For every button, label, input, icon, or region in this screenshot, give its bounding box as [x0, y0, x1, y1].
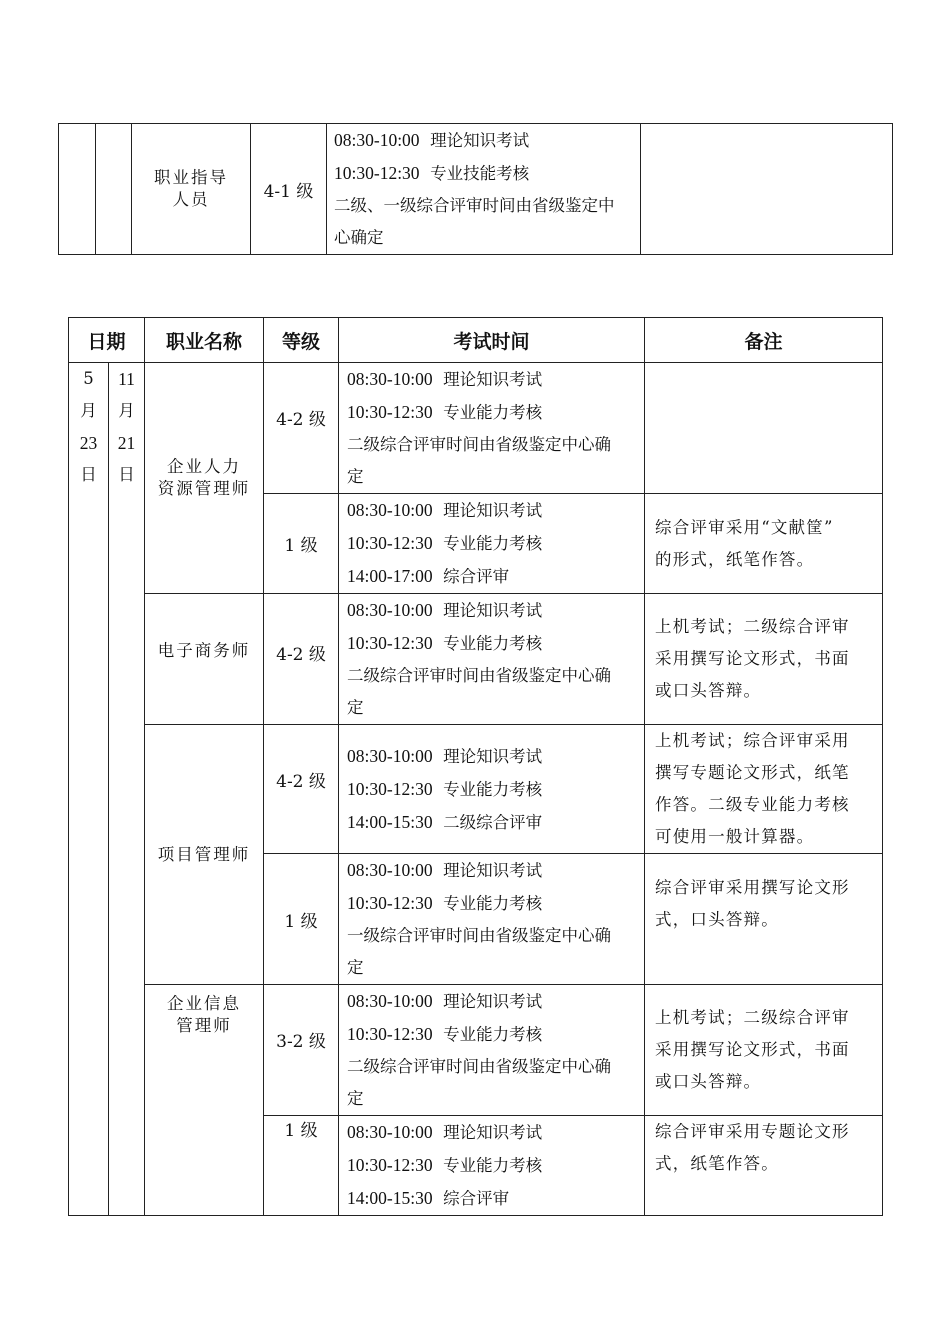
exam-time-cell: 08:30-10:00 理论知识考试 10:30-12:30 专业能力考核 二级综合评审时间由省级鉴定中心确 定	[339, 985, 645, 1116]
header-row	[69, 318, 883, 363]
level-cell: 4-2 级	[264, 594, 339, 725]
occupation-cell-hr: 企业人力 资源管理师	[145, 363, 264, 594]
level-cell: 4-2 级	[264, 725, 339, 854]
level-cell: 1 级	[264, 854, 339, 985]
date-cell-may: 5 月 23 日	[69, 363, 109, 1216]
table-row	[69, 594, 883, 725]
exam-time-cell: 08:30-10:00 理论知识考试 10:30-12:30 专业能力考核 二级综合评审时间由省级鉴定中心确 定	[339, 594, 645, 725]
level-cell: 4-1 级	[251, 124, 327, 255]
note-cell: 综合评审采用“文献筐” 的形式，纸笔作答。	[645, 494, 883, 594]
time-line: 10:30-12:30 专业技能考核	[334, 163, 530, 183]
header-occupation: 职业名称	[145, 318, 264, 363]
header-note: 备注	[645, 318, 883, 363]
date-cell-empty	[59, 124, 96, 255]
exam-time-cell	[327, 124, 641, 255]
header-date: 日期	[69, 318, 145, 363]
schedule-table-continued	[58, 123, 893, 255]
note-cell: 上机考试；二级综合评审 采用撰写论文形式，书面 或口头答辩。	[645, 985, 883, 1116]
table-row	[69, 985, 883, 1116]
occupation-name-line: 人员	[172, 190, 210, 209]
note-cell: 综合评审采用专题论文形 式，纸笔作答。	[645, 1116, 883, 1216]
date-cell-empty	[96, 124, 132, 255]
exam-time-cell: 08:30-10:00 理论知识考试 10:30-12:30 专业能力考核 一级综合评审时间由省级鉴定中心确 定	[339, 854, 645, 985]
level-cell: 1 级	[264, 494, 339, 594]
exam-time-cell: 08:30-10:00 理论知识考试 10:30-12:30 专业能力考核 14:00-17:00 综合评审	[339, 494, 645, 594]
occupation-cell-ecom: 电子商务师	[145, 594, 264, 725]
occupation-name-line: 职业指导	[154, 168, 228, 187]
occupation-cell	[132, 124, 251, 255]
time-note-line: 二级、一级综合评审时间由省级鉴定中	[334, 196, 615, 215]
time-note-line: 心确定	[334, 228, 384, 247]
exam-time-cell: 08:30-10:00 理论知识考试 10:30-12:30 专业能力考核 14:00-15:30 二级综合评审	[339, 725, 645, 854]
note-cell: 上机考试；二级综合评审 采用撰写论文形式，书面 或口头答辩。	[645, 594, 883, 725]
table-row	[69, 725, 883, 854]
level-cell: 3-2 级	[264, 985, 339, 1116]
level-cell: 4-2 级	[264, 363, 339, 494]
note-cell	[645, 363, 883, 494]
exam-time-cell: 08:30-10:00 理论知识考试 10:30-12:30 专业能力考核 二级综合评审时间由省级鉴定中心确 定	[339, 363, 645, 494]
time-line: 08:30-10:00 理论知识考试	[334, 130, 530, 150]
note-cell	[641, 124, 893, 255]
header-level: 等级	[264, 318, 339, 363]
note-cell: 上机考试；综合评审采用 撰写专题论文形式，纸笔 作答。二级专业能力考核 可使用一般计算器。	[645, 725, 883, 854]
level-cell: 1 级	[264, 1116, 339, 1216]
occupation-cell-pm: 项目管理师	[145, 725, 264, 985]
occupation-cell-info: 企业信息 管理师	[145, 985, 264, 1216]
date-cell-nov: 11 月 21 日	[109, 363, 145, 1216]
exam-time-cell: 08:30-10:00 理论知识考试 10:30-12:30 专业能力考核 14:00-15:30 综合评审	[339, 1116, 645, 1216]
header-exam-time: 考试时间	[339, 318, 645, 363]
table-row	[69, 363, 883, 494]
table-row	[59, 124, 893, 255]
note-cell: 综合评审采用撰写论文形 式，口头答辩。	[645, 854, 883, 985]
schedule-table	[68, 317, 883, 1216]
